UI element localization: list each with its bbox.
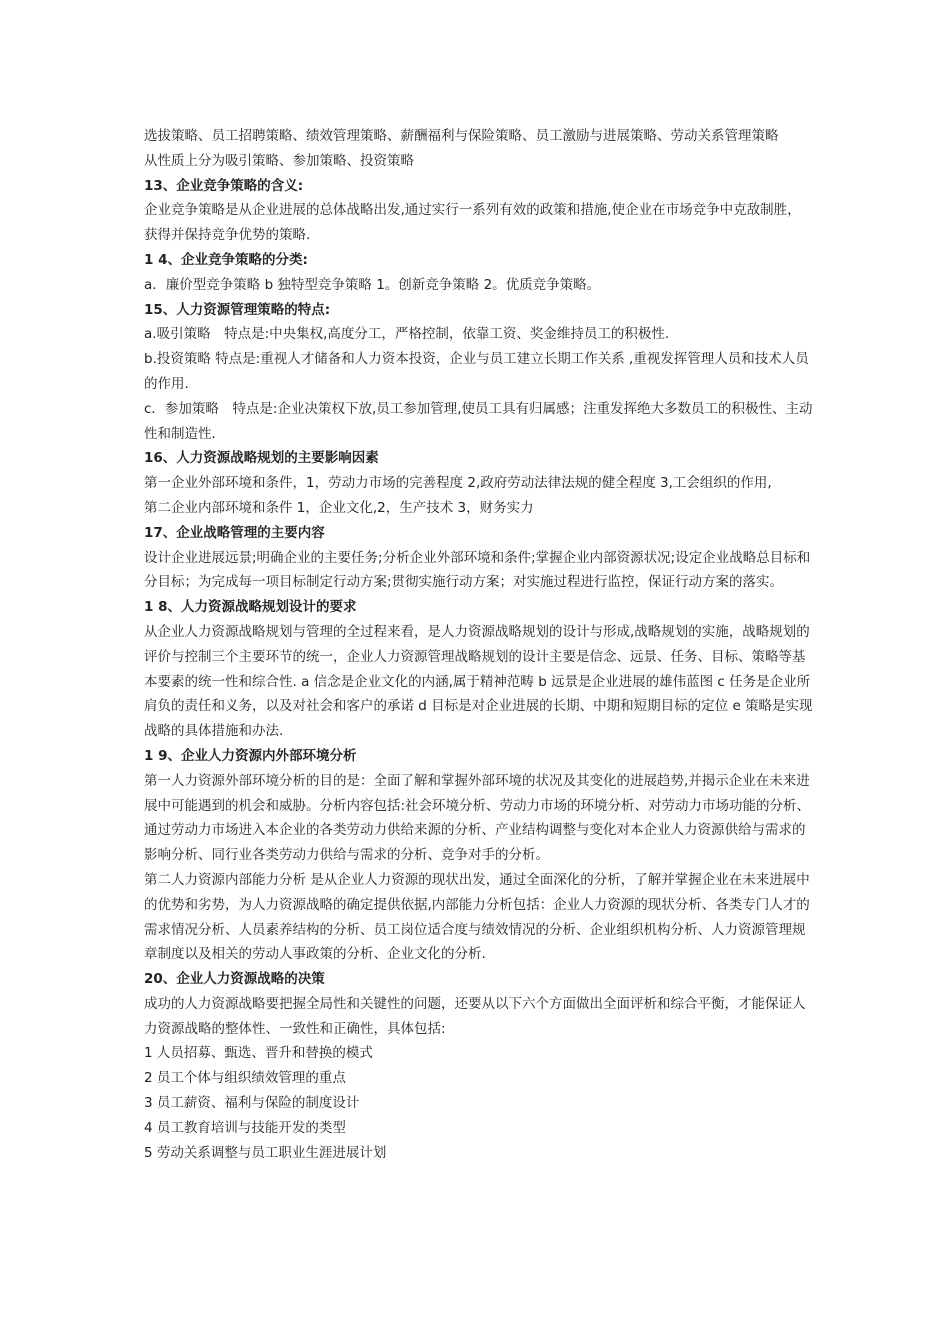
text-line: a.吸引策略 特点是:中央集权,高度分工，严格控制，依靠工资、奖金维持员工的积极性. — [144, 326, 670, 343]
paragraph: c．参加策略 特点是:企业决策权下放,员工参加管理,使员工具有归属感；注重发挥绝大多数员工的积极性、主动性和制造性. — [144, 400, 813, 442]
text-line: 从性质上分为吸引策略、参加策略、投资策略 — [144, 152, 414, 169]
list-item: 3 员工薪资、福利与保险的制度设计 — [144, 1095, 360, 1112]
section-heading: 17、企业战略管理的主要内容 — [144, 524, 325, 541]
text-line: 第二企业内部环境和条件 1，企业文化,2，生产技术 3，财务实力 — [144, 499, 534, 516]
section-heading: 15、人力资源管理策略的特点: — [144, 301, 331, 318]
paragraph: 设计企业进展远景;明确企业的主要任务;分析企业外部环境和条件;掌握企业内部资源状况;设定企业战略总目标和分目标；为完成每一项目标制定行动方案;贯彻实施行动方案；对实施过程进行监控，保证行动方案的落实。 — [144, 549, 811, 591]
document-page — [144, 124, 814, 1165]
text-line: 第一企业外部环境和条件，1，劳动力市场的完善程度 2,政府劳动法律法规的健全程度 3,工会组织的作用, — [144, 475, 772, 492]
list-item: 1 人员招募、甄选、晋升和替换的模式 — [144, 1045, 373, 1062]
paragraph: 第一人力资源外部环境分析的目的是：全面了解和掌握外部环境的状况及其变化的进展趋势,并揭示企业在未来进展中可能遇到的机会和威胁。分析内容包括:社会环境分析、劳动力市场的环境分析、对劳动力市场功能的分析、通过劳动力市场进入本企业的各类劳动力供给来源的分析、产业结构调整与变化对本企业人力资源供给与需求的影响分析、同行业各类劳动力供给与需求的分析、竞争对手的分析。 — [144, 772, 811, 864]
list-item: 2 员工个体与组织绩效管理的重点 — [144, 1070, 346, 1087]
paragraph: b.投资策略 特点是:重视人才储备和人力资本投资，企业与员工建立长期工作关系 ,重视发挥管理人员和技术人员的作用. — [144, 351, 809, 392]
paragraph: 成功的人力资源战略要把握全局性和关键性的问题，还要从以下六个方面做出全面评析和综合平衡，才能保证人力资源战略的整体性、一致性和正确性，具体包括: — [144, 995, 806, 1037]
section-heading: 1 9、企业人力资源内外部环境分析 — [144, 747, 357, 764]
text-line: a．廉价型竞争策略 b 独特型竞争策略 1。创新竞争策略 2。优质竞争策略。 — [144, 276, 601, 293]
paragraph: 第二人力资源内部能力分析 是从企业人力资源的现状出发，通过全面深化的分析，了解并掌握企业在未来进展中的优势和劣势，为人力资源战略的确定提供依据,内部能力分析包括：企业人力资源的现状分析、各类专门人才的需求情况分析、人员素养结构的分析、员工岗位适合度与绩效情况的分析、企业组织机构分析、人力资源管理规章制度以及相关的劳动人事政策的分析、企业文化的分析. — [144, 871, 810, 963]
paragraph: 企业竞争策略是从企业进展的总体战略出发,通过实行一系列有效的政策和措施,使企业在市场竞争中克敌制胜，获得并保持竞争优势的策略. — [144, 202, 801, 244]
list-item: 5 劳动关系调整与员工职业生涯进展计划 — [144, 1144, 387, 1161]
section-heading: 1 8、人力资源战略规划设计的要求 — [144, 599, 357, 616]
paragraph: 从企业人力资源战略规划与管理的全过程来看，是人力资源战略规划的设计与形成,战略规划的实施，战略规划的评价与控制三个主要环节的统一，企业人力资源管理战略规划的设计主要是信念、远景、任务、目标、策略等基本要素的统一性和综合性. a 信念是企业文化的内涵,属于精神范畴 b 远景是企业进展的雄伟蓝图 c 任务是企业所肩负的责任和义务，以及对社会和客户的承诺 d 目标是对企业进展的长期、中期和短期目标的定位 e 策略是实现战略的具体措施和办法. — [144, 623, 813, 740]
section-heading: 20、企业人力资源战略的决策 — [144, 971, 325, 988]
section-heading: 1 4、企业竞争策略的分类: — [144, 251, 308, 268]
section-heading: 13、企业竞争策略的含义: — [144, 177, 304, 194]
section-heading: 16、人力资源战略规划的主要影响因素 — [144, 450, 379, 467]
text-line: 选拔策略、员工招聘策略、绩效管理策略、薪酬福利与保险策略、员工激励与进展策略、劳动关系管理策略 — [144, 128, 779, 144]
list-item: 4 员工教育培训与技能开发的类型 — [144, 1119, 346, 1136]
